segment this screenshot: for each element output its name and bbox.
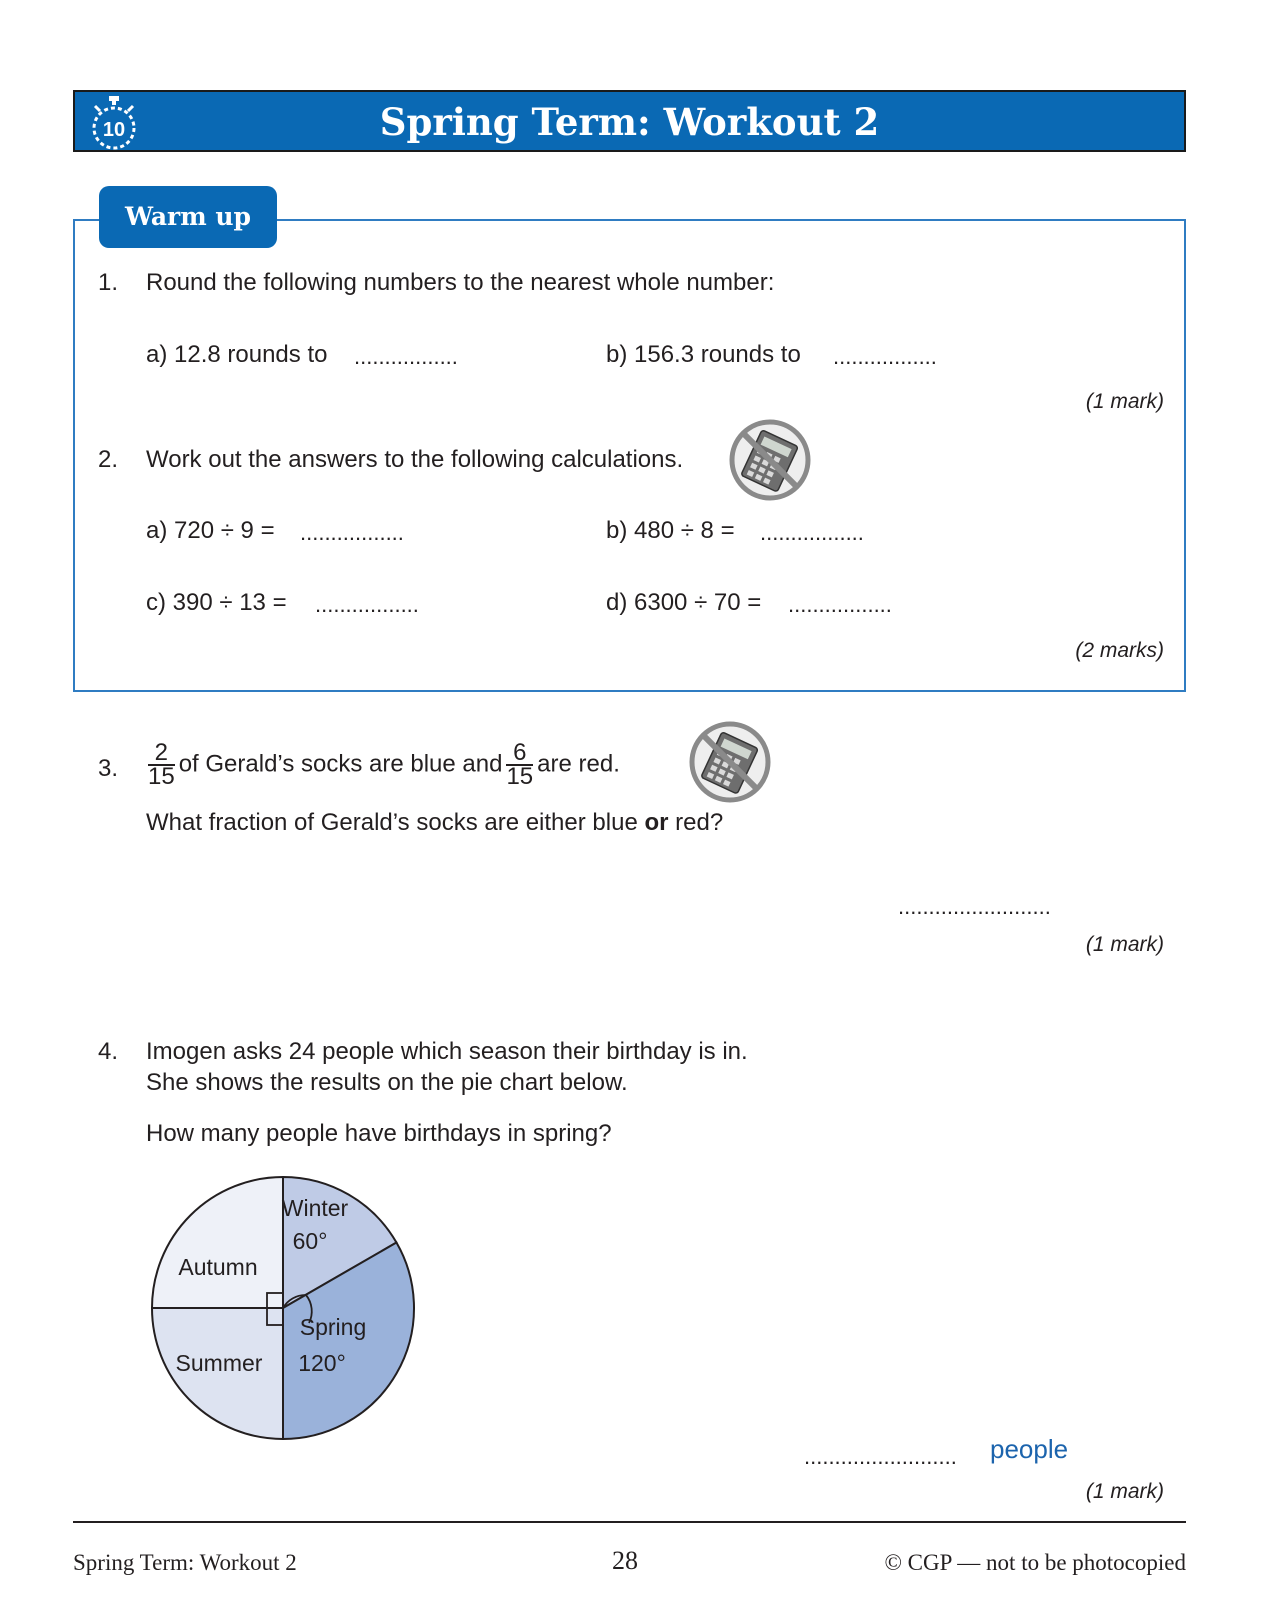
q1-number: 1. (98, 269, 119, 296)
q3-text-end: are red. (537, 750, 620, 778)
q2d-label: d) 6300 ÷ 70 = (606, 589, 762, 616)
q1b-label: b) 156.3 rounds to (606, 341, 801, 368)
q4-answer[interactable]: ......................... (804, 1444, 957, 1469)
q3-number: 3. (98, 755, 119, 782)
page-title: Spring Term: Workout 2 (379, 100, 880, 144)
no-calculator-icon (688, 720, 772, 804)
q3-question-pre: What fraction of Gerald’s socks are either blue (146, 809, 645, 836)
q1a-label: a) 12.8 rounds to (146, 341, 328, 368)
timer-minutes: 10 (102, 119, 126, 141)
q4-number: 4. (98, 1038, 119, 1065)
q2b-label: b) 480 ÷ 8 = (606, 517, 735, 544)
q3-question-post: red? (668, 809, 724, 836)
footer-right: © CGP — not to be photocopied (884, 1550, 1186, 1575)
pie-label-winter: Winter (281, 1195, 349, 1221)
fraction-numerator: 6 (506, 742, 533, 766)
q4-question: How many people have birthdays in spring? (146, 1120, 612, 1147)
no-calculator-icon (728, 418, 812, 502)
fraction-numerator: 2 (148, 742, 175, 766)
q2c-answer[interactable]: ................. (315, 592, 419, 617)
q4-line2: She shows the results on the pie chart below. (146, 1069, 628, 1096)
q4-line1: Imogen asks 24 people which season their birthday is in. (146, 1038, 748, 1065)
fraction-red (506, 739, 534, 790)
q3-question (146, 808, 723, 838)
title-bar (73, 90, 1186, 152)
q3-question-bold: or (644, 809, 669, 836)
pie-label-spring: Spring (299, 1314, 367, 1340)
q2-text: Work out the answers to the following calculations. (146, 446, 684, 473)
footer-rule (73, 1521, 1186, 1523)
q1-marks: (1 mark) (1085, 390, 1164, 413)
warm-up-tab: Warm up (99, 186, 277, 248)
footer-left: Spring Term: Workout 2 (73, 1550, 297, 1575)
q2-marks: (2 marks) (1075, 639, 1164, 662)
q3-marks: (1 mark) (1085, 933, 1164, 956)
q4-unit: people (990, 1434, 1069, 1464)
q1a-answer[interactable]: ................. (354, 344, 458, 369)
pie-chart (140, 1165, 440, 1465)
q2b-answer[interactable]: ................. (760, 520, 864, 545)
q2d-answer[interactable]: ................. (788, 592, 892, 617)
q2c-label: c) 390 ÷ 13 = (146, 589, 287, 616)
q3-text-mid: of Gerald’s socks are blue and (178, 750, 503, 778)
q3-line1 (144, 739, 620, 790)
q1b-answer[interactable]: ................. (833, 344, 937, 369)
pie-label-summer: Summer (175, 1350, 263, 1376)
q2a-answer[interactable]: ................. (300, 520, 404, 545)
pie-label-autumn: Autumn (178, 1254, 258, 1280)
pie-angle-spring: 120° (298, 1350, 346, 1376)
pie-slice-autumn (152, 1177, 283, 1308)
fraction-blue (148, 739, 175, 790)
fraction-denominator: 15 (506, 763, 534, 790)
q4-marks: (1 mark) (1085, 1480, 1164, 1503)
fraction-denominator: 15 (148, 763, 175, 790)
q2-number: 2. (98, 446, 119, 473)
q2a-label: a) 720 ÷ 9 = (146, 517, 275, 544)
pie-angle-winter: 60° (292, 1228, 328, 1254)
q3-answer[interactable]: ......................... (898, 894, 1051, 919)
q1-text: Round the following numbers to the nearest whole number: (146, 269, 775, 296)
page-number: 28 (612, 1546, 638, 1575)
